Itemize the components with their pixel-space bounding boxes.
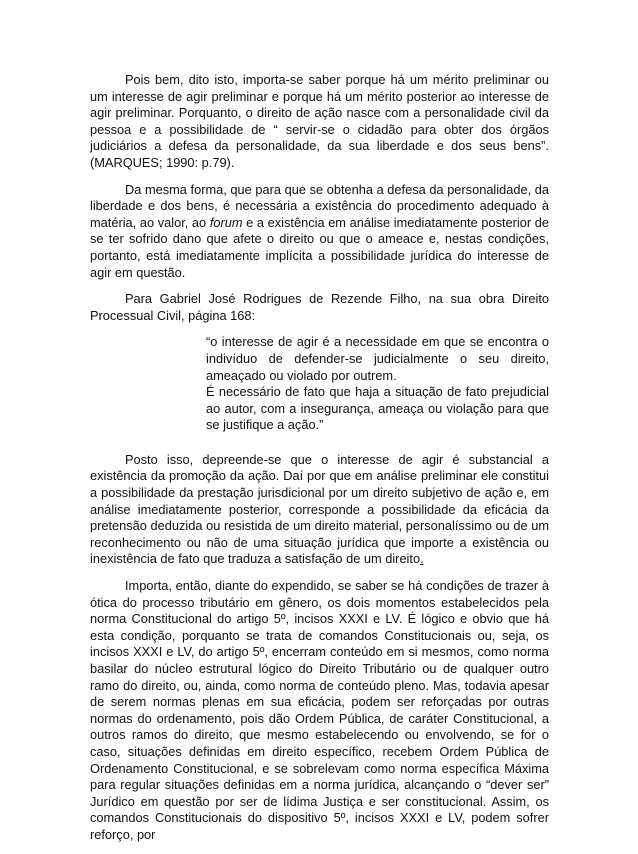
paragraph-1: Pois bem, dito isto, importa-se saber porque há um mérito preliminar ou um interesse de agir preliminar e porque há um mérito posterior ao interesse de agir preliminar. Porquanto, o direito de ação nasce com a personalidade civil da pessoa e a possibilidade de “ servir-se o cidadão para obter dos órgãos judiciários a defesa da personalidade, da sua liberdade e dos seus bens”.(MARQUES; 1990: p.79).	[90, 72, 549, 170]
paragraph-2-text-b: e a existência em análise imediatamente posterior de se ter sofrido dano que afete o direito ou que o ameace e, nestas condições, portanto, está imediatamente implícita a possibilidade jurídica do interesse de agir em questão.	[90, 214, 549, 280]
block-quote-line-1: “o interesse de agir é a necessidade em que se encontra o indivíduo de defender-se judicialmente o seu direito, ameaçado ou violado por outrem.	[206, 334, 549, 383]
block-quote	[206, 334, 549, 434]
paragraph-2-italic-forum: forum	[209, 214, 243, 230]
paragraph-4	[90, 452, 549, 568]
paragraph-3: Para Gabriel José Rodrigues de Rezende Filho, na sua obra Direito Processual Civil, página 168:	[90, 291, 549, 323]
paragraph-4-text: Posto isso, depreende-se que o interesse de agir é substancial a existência da promoção da ação. Daí por que em análise preliminar ele constitui a possibilidade da prestação jurisdicional por um direito subjetivo de ação e, em análise imediatamente posterior, corresponde a possibilidade da eficácia da pretensão deduzida ou resistida de um direito material, personalíssimo ou de um reconhecimento ou não de uma situação jurídica que importe a existência ou inexistência de fato que traduza a satisfação de um direito	[90, 451, 549, 567]
paragraph-2	[90, 182, 549, 282]
paragraph-4-end-mark: .	[420, 551, 424, 567]
paragraph-5: Importa, então, diante do expendido, se saber se há condições de trazer à ótica do processo tributário em gênero, os dois momentos estabelecidos pela norma Constitucional do artigo 5º, incisos XXXI e LV. É lógico e obvio que há esta condição, porquanto se trata de comandos Constitucionais ou, seja, os incisos XXXI e LV, do artigo 5º, encerram conteúdo em si mesmos, como norma basilar do núcleo estrutural lógico do Direito Tributário ou de qualquer outro ramo do direito, ou, ainda, como norma de conteúdo pleno. Mas, todavia apesar de serem normas plenas em sua eficácia, podem ser reforçadas por outras normas do ordenamento, pois dão Ordem Pública, de caráter Constitucional, a outros ramos do direito, que mesmo estabelecendo ou envolvendo, se for o caso, situações definidas em direito específico, recebem Ordem Pública de Ordenamento Constitucional, e se sobrelevam como norma específica Máxima para regular situações definidas em a norma jurídica, alcançando o “dever ser” Jurídico em questão por ser de lídima Justiça e ser constitucional. Assim, os comandos Constitucionais do dispositivo 5º, incisos XXXI e LV, podem sofrer reforço, por	[90, 578, 549, 842]
paragraph-2-text-a: Da mesma forma, que para que se obtenha a defesa da personalidade, da liberdade e dos bens, é necessária a existência do procedimento adequado à matéria, ao valor, ao	[90, 181, 549, 230]
document-page	[90, 72, 549, 854]
block-quote-line-2: É necessário de fato que haja a situação de fato prejudicial ao autor, com a insegurança, ameaça ou violação para que se justifique a ação.”	[206, 384, 549, 433]
